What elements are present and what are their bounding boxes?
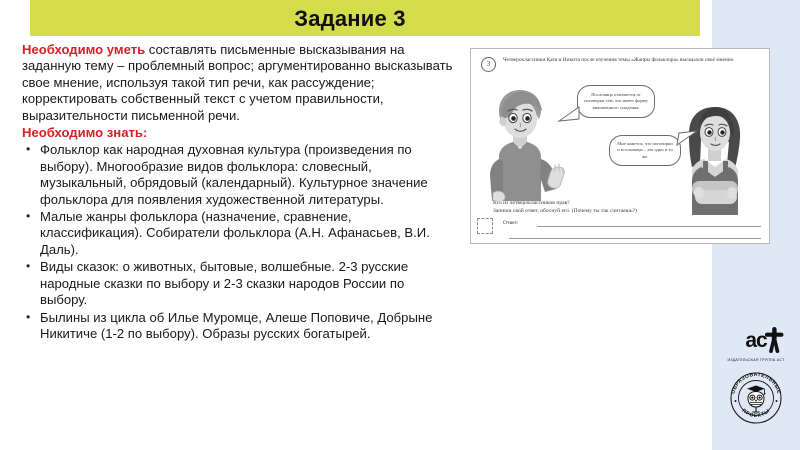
list-item: • Былины из цикла об Илье Муромце, Алеше Поповиче, Добрыне Никитиче (1-2 по выбору). Образы русских богатырей. bbox=[22, 310, 454, 343]
worksheet-intro-text: Четвероклассники Катя и Никита после изучения темы «Жанры фольклора» высказали своё мнение. bbox=[503, 57, 735, 63]
skills-paragraph bbox=[22, 42, 454, 124]
answer-row bbox=[477, 217, 761, 241]
list-item: • Виды сказок: о животных, бытовые, волшебные. 2-3 русские народные сказки по выбору и 2-3 сказки народов России по выбору. bbox=[22, 259, 454, 308]
publisher-logo bbox=[718, 326, 794, 444]
list-item: • Малые жанры фольклора (назначение, сравнение, классификация). Собиратели фольклора (А.Н. Афанасьев, В.И. Даль). bbox=[22, 209, 454, 258]
worksheet-header bbox=[481, 57, 761, 72]
skills-label: Необходимо уметь bbox=[22, 42, 146, 57]
illustration bbox=[479, 83, 763, 201]
speech-bubble-boy-tail bbox=[557, 105, 581, 127]
worksheet-card bbox=[470, 48, 770, 244]
act-letters: ас bbox=[745, 329, 767, 352]
stamp-top-text: ОБРАЗОВАТЕЛЬНЫЕ bbox=[730, 371, 782, 395]
girl-character-illustration bbox=[679, 97, 753, 215]
knowledge-list bbox=[22, 142, 454, 342]
question-line-2: Запиши свой ответ, обоснуй его. (Почему ты так считаешь?) bbox=[493, 208, 637, 214]
educational-projects-stamp bbox=[728, 370, 784, 426]
skills-text: составлять письменные высказывания на заданную тему – проблемный вопрос; аргументированно высказывать свое мнение, используя такой тип речи, как рассуждение; корректировать собственный текст с учетом правильности, выразительности письменной речи. bbox=[22, 42, 453, 123]
content-column bbox=[22, 42, 454, 343]
act-figure-icon bbox=[764, 327, 784, 353]
owl-scholar-icon bbox=[747, 386, 766, 413]
task-number-badge: 3 bbox=[481, 57, 496, 72]
answer-checkbox[interactable] bbox=[477, 218, 493, 234]
page-title: Задание 3 bbox=[294, 5, 406, 31]
answer-label: Ответ: bbox=[503, 220, 519, 226]
stamp-bottom-text: ПРОЕКТЫ bbox=[740, 407, 772, 420]
speech-bubble-girl-tail bbox=[675, 127, 699, 151]
answer-rule-1 bbox=[537, 226, 761, 227]
answer-rule-2 bbox=[509, 238, 761, 239]
stamp-graphic-icon bbox=[728, 370, 784, 426]
knowledge-label: Необходимо знать: bbox=[22, 125, 148, 141]
speech-bubble-girl: Мне кажется, что поговорки и пословицы – это одно и то же. bbox=[609, 135, 681, 166]
boy-character-illustration bbox=[479, 83, 575, 201]
list-item: • Фольклор как народная духовная культура (произведения по выбору). Многообразие видов фольклора: словесный, музыкальный, обрядовый (календарный). Культурное значение фольклора для появления художественной литературы. bbox=[22, 142, 454, 208]
question-line-1: Кто из четвероклассников прав? bbox=[493, 200, 570, 206]
answer-lines[interactable] bbox=[501, 217, 761, 239]
act-wordmark bbox=[718, 326, 794, 360]
speech-bubble-boy: Пословица отличается от поговорки тем, что имеет форму законченного суждения. bbox=[577, 85, 655, 118]
worksheet-question bbox=[493, 199, 743, 215]
publisher-name: ИЗДАТЕЛЬСКАЯ ГРУППА АСТ bbox=[727, 358, 785, 362]
